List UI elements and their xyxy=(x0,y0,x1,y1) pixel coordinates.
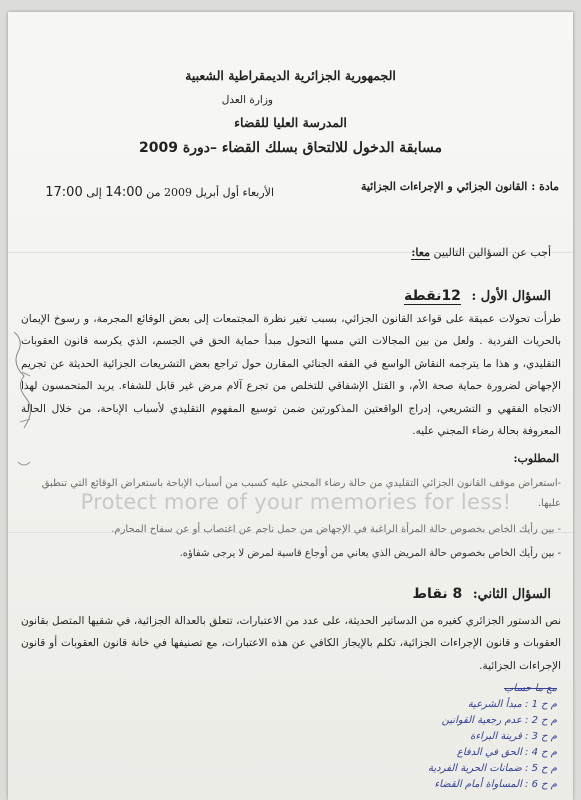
end-time: 17:00 xyxy=(45,185,83,200)
handwritten-note: م ح 4 : الحق في الدفاع xyxy=(456,747,557,758)
question2-title xyxy=(413,586,551,602)
handwritten-note: م ح 3 : قرينة البراءة xyxy=(470,731,557,742)
question2-body: نص الدستور الجزائري كغيره من الدساتير الحديثة، على عدد من الاعتبارات، تتعلق بالعدالة الجزائية، في شقيها المتصل بقانون العقوبات و قانون الإجراءات الجزائية، تكلم بالإيجاز الكافي عن هذه الاعتبارات، مع تصنيفها في خانة قانون العقوبات أو قانون الإجراءات الجزائية. xyxy=(21,615,561,672)
question1-body: طرأت تحولات عميقة على قواعد القانون الجزائي، بسبب تغير نظرة المجتمعات إلى بعض الوقائع المجرمة، و رسوخ الإيمان بالحريات الفردية . ولعل من بين المجالات التي مسها التحول مبدأ حماية الحق في الجسم، الذي يكرسه قانون العقوبات التقليدي، و هذا ما يترجمه النقاش الواسع في الفقه الجنائي المقارن حول تراجع بعض التشريعات الجزائية الحديثة عن تجريم الإجهاض لضرورة حماية صحة الأم، و القتل الإشفاقي للتخلص من تجرع آلام مرض غير قابل للشفاء. يريد المتحمسون لهذا الاتجاه الفقهي و التشريعي، إدراج الواقعتين المذكورتين ضمن توسيع المفهوم التقليدي لأسباب الإباحة، من خلال الحالة المعروفة بحالة رضاء المجني عليه. xyxy=(21,313,561,438)
handwritten-note: م ح 6 : المساواة أمام القضاء xyxy=(434,779,557,790)
instructions-text: أجب عن السؤالين التاليين xyxy=(433,246,551,259)
exam-title xyxy=(8,140,573,156)
handwritten-note: م ح 5 : ضمانات الحرية الفردية xyxy=(428,763,557,774)
required-heading: المطلوب: xyxy=(513,452,559,465)
watermark-text: Protect more of your memories for less! xyxy=(80,490,512,514)
exam-date: الأربعاء أول أبريل 2009 من xyxy=(146,186,274,199)
to-word: إلى xyxy=(86,186,102,199)
instructions xyxy=(411,246,551,259)
question1-title xyxy=(404,288,551,304)
start-time: 14:00 xyxy=(105,185,143,200)
handwritten-note: م ح 1 : مبدأ الشرعية xyxy=(467,699,557,710)
subject-label: مادة : القانون الجزائي و الإجراءات الجزائية xyxy=(360,180,559,193)
question1-label: السؤال الأول : xyxy=(471,289,551,304)
required-item: -استعراض موقف القانون الجزائي التقليدي من حالة رضاء المجني عليه كسبب من أسباب الإباحة باستعراض الوقائع التي تنطبق عليها. xyxy=(41,478,561,509)
instructions-emphasis: معا: xyxy=(411,246,430,259)
handwritten-note: م ح 2 : عدم رجعية القوانين xyxy=(441,715,557,726)
question2-points: 8 نقاط xyxy=(412,586,463,602)
exam-sheet xyxy=(8,12,573,800)
ministry-header: وزارة العدل xyxy=(221,94,273,106)
exam-year: 2009 xyxy=(139,140,178,156)
republic-header: الجمهورية الجزائرية الديمقراطية الشعبية xyxy=(185,68,396,83)
question2-label: السؤال الثاني: xyxy=(472,587,551,602)
required-item: - بين رأيك الخاص بخصوص حالة المريض الذي يعاني من أوجاع قاسية لمرض لا يرجى شفاؤه. xyxy=(179,548,561,559)
question1-points: 12نقطة xyxy=(403,288,461,304)
margin-scribble xyxy=(8,312,40,512)
required-item: - بين رأيك الخاص بخصوص حالة المرأة الراغبة في الإجهاض من حمل ناجم عن اغتصاب أو عن سفاح المحارم. xyxy=(111,524,561,535)
school-header: المدرسة العليا للقضاء xyxy=(234,115,347,130)
handwritten-note: مع ما حساب xyxy=(503,683,557,694)
exam-title-text: مسابقة الدخول للالتحاق بسلك القضاء –دورة xyxy=(182,140,442,156)
exam-schedule xyxy=(14,185,274,200)
handwritten-notes xyxy=(217,682,557,800)
